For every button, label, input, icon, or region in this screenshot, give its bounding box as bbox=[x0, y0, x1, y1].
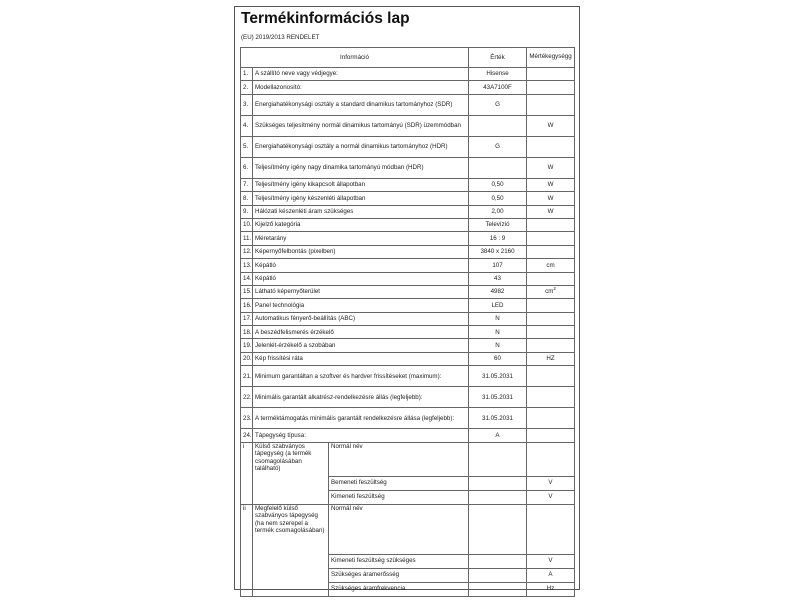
power-supply-number: i bbox=[241, 442, 253, 504]
power-supply-description: Megfelelő külső szabványos tápegység (ha nem szerepel a termék csomagolásában) bbox=[253, 504, 329, 596]
row-unit bbox=[527, 218, 575, 231]
table-row bbox=[241, 81, 575, 94]
product-info-sheet bbox=[234, 6, 580, 593]
row-label: Minimum garantáltan a szoftver és hardver frissítéseket (maximum): bbox=[253, 366, 469, 387]
row-unit bbox=[527, 285, 575, 298]
product-info-table-body bbox=[241, 48, 575, 597]
row-unit bbox=[527, 326, 575, 339]
power-supply-line-value bbox=[469, 568, 527, 582]
row-number: 8. bbox=[241, 192, 253, 205]
row-label: A beszédfelismerés érzékelő bbox=[253, 326, 469, 339]
row-unit-text: W bbox=[547, 122, 554, 130]
row-unit-superscript: 2 bbox=[553, 286, 556, 292]
row-unit-text: W bbox=[547, 181, 554, 189]
row-value: 2,00 bbox=[469, 205, 527, 218]
row-label: Látható képernyőterület bbox=[253, 285, 469, 298]
row-number: 20. bbox=[241, 352, 253, 365]
power-supply-line-unit: Hz bbox=[527, 582, 575, 596]
power-supply-line-value bbox=[469, 504, 527, 554]
power-supply-line-value bbox=[469, 582, 527, 596]
row-label: Képernyőfelbontás (pixelben) bbox=[253, 245, 469, 258]
row-value: N bbox=[469, 339, 527, 352]
row-number: 3. bbox=[241, 94, 253, 115]
table-row bbox=[241, 157, 575, 178]
row-value: Hisense bbox=[469, 68, 527, 81]
row-number: 18. bbox=[241, 326, 253, 339]
row-unit-text: W bbox=[547, 164, 554, 172]
row-value: 3840 x 2160 bbox=[469, 245, 527, 258]
table-row bbox=[241, 312, 575, 325]
table-row bbox=[241, 429, 575, 442]
row-label: Energiahatékonysági osztály a normál dinamikus tartományhoz (HDR) bbox=[253, 136, 469, 157]
row-unit bbox=[527, 387, 575, 408]
row-label: Automatikus fényerő-beállítás (ABC) bbox=[253, 312, 469, 325]
table-row bbox=[241, 192, 575, 205]
row-number: 9. bbox=[241, 205, 253, 218]
row-unit-text: cm bbox=[545, 288, 554, 296]
row-label: Hálózati készenléti áram szükséges bbox=[253, 205, 469, 218]
column-header-unit: Mértékegységg bbox=[527, 48, 575, 68]
row-number: 24. bbox=[241, 429, 253, 442]
row-label: Jelenlét-érzékelő a szobában bbox=[253, 339, 469, 352]
table-row bbox=[241, 205, 575, 218]
row-value: 43 bbox=[469, 272, 527, 285]
row-value: G bbox=[469, 94, 527, 115]
row-value: G bbox=[469, 136, 527, 157]
row-number: 16. bbox=[241, 299, 253, 312]
row-unit bbox=[527, 299, 575, 312]
power-supply-line-value bbox=[469, 442, 527, 476]
row-label: Kijelző kategória bbox=[253, 218, 469, 231]
power-supply-row bbox=[241, 504, 575, 554]
power-supply-description: Külső szabványos tápegység (a termék csomagolásában található) bbox=[253, 442, 329, 504]
table-header-row bbox=[241, 48, 575, 68]
row-value bbox=[469, 157, 527, 178]
row-unit bbox=[527, 245, 575, 258]
row-label: Modellazonosító: bbox=[253, 81, 469, 94]
row-unit bbox=[527, 232, 575, 245]
row-number: 14. bbox=[241, 272, 253, 285]
row-label: Teljesítmény igény kikapcsolt állapotban bbox=[253, 178, 469, 191]
row-unit bbox=[527, 115, 575, 136]
power-supply-line-value bbox=[469, 554, 527, 568]
row-unit bbox=[527, 205, 575, 218]
row-number: 2. bbox=[241, 81, 253, 94]
power-supply-line-value bbox=[469, 476, 527, 490]
row-unit-text: cm bbox=[546, 261, 555, 269]
row-unit bbox=[527, 178, 575, 191]
row-value: 31.05.2031 bbox=[469, 408, 527, 429]
table-row bbox=[241, 94, 575, 115]
row-label: Energiahatékonysági osztály a standard dinamikus tartományhoz (SDR) bbox=[253, 94, 469, 115]
row-value: 0,50 bbox=[469, 178, 527, 191]
row-unit bbox=[527, 366, 575, 387]
row-unit bbox=[527, 352, 575, 365]
product-info-table bbox=[240, 47, 575, 597]
row-number: 1. bbox=[241, 68, 253, 81]
power-supply-line-label: Bemeneti feszültség bbox=[329, 476, 469, 490]
row-unit-text: HZ bbox=[546, 355, 555, 363]
row-label: Tápegység típusa: bbox=[253, 429, 469, 442]
row-value: 4982 bbox=[469, 285, 527, 298]
row-unit bbox=[527, 429, 575, 442]
table-row bbox=[241, 178, 575, 191]
row-number: 12. bbox=[241, 245, 253, 258]
table-row bbox=[241, 259, 575, 272]
row-number: 11. bbox=[241, 232, 253, 245]
table-row bbox=[241, 232, 575, 245]
row-unit bbox=[527, 157, 575, 178]
regulation-subtitle: (EU) 2019/2013 RENDELET bbox=[241, 34, 320, 41]
row-unit bbox=[527, 272, 575, 285]
row-label: Képátló bbox=[253, 259, 469, 272]
power-supply-number: ii bbox=[241, 504, 253, 596]
row-number: 21. bbox=[241, 366, 253, 387]
row-label: Képátló bbox=[253, 272, 469, 285]
row-number: 23. bbox=[241, 408, 253, 429]
table-row bbox=[241, 408, 575, 429]
row-unit-text: W bbox=[547, 208, 554, 216]
column-header-info: Információ bbox=[241, 48, 469, 68]
power-supply-line-unit bbox=[527, 504, 575, 554]
power-supply-line-label: Szükséges áramfrekvencia bbox=[329, 582, 469, 596]
table-row bbox=[241, 115, 575, 136]
row-value: LED bbox=[469, 299, 527, 312]
row-unit bbox=[527, 68, 575, 81]
row-number: 17. bbox=[241, 312, 253, 325]
power-supply-line-unit: V bbox=[527, 476, 575, 490]
row-label: A terméktámogatás minimális garantált rendelkezésre állása (legfeljebb): bbox=[253, 408, 469, 429]
row-label: Minimális garantált alkatrész-rendelkezésre állás (legfeljebb): bbox=[253, 387, 469, 408]
table-row bbox=[241, 285, 575, 298]
table-row bbox=[241, 68, 575, 81]
row-value: N bbox=[469, 326, 527, 339]
table-row bbox=[241, 136, 575, 157]
row-number: 5. bbox=[241, 136, 253, 157]
row-unit bbox=[527, 312, 575, 325]
power-supply-line-unit bbox=[527, 442, 575, 476]
row-unit bbox=[527, 339, 575, 352]
row-number: 10. bbox=[241, 218, 253, 231]
row-label: Szükséges teljesítmény normál dinamikus tartományú (SDR) üzemmódban bbox=[253, 115, 469, 136]
table-row bbox=[241, 326, 575, 339]
table-row bbox=[241, 339, 575, 352]
row-number: 7. bbox=[241, 178, 253, 191]
row-unit bbox=[527, 408, 575, 429]
row-label: Panel technológia bbox=[253, 299, 469, 312]
table-row bbox=[241, 387, 575, 408]
row-label: Kép frissítési ráta bbox=[253, 352, 469, 365]
power-supply-line-unit: V bbox=[527, 490, 575, 504]
row-value bbox=[469, 115, 527, 136]
power-supply-line-unit: V bbox=[527, 554, 575, 568]
power-supply-line-label: Kimeneti feszültség szükséges bbox=[329, 554, 469, 568]
row-label: Teljesítmény igény készenléti állapotban bbox=[253, 192, 469, 205]
table-row bbox=[241, 245, 575, 258]
row-value: 31.05.2031 bbox=[469, 387, 527, 408]
row-value: 60 bbox=[469, 352, 527, 365]
row-label: A szállító neve vagy védjegye: bbox=[253, 68, 469, 81]
row-value: 43A7100F bbox=[469, 81, 527, 94]
row-value: 16 : 9 bbox=[469, 232, 527, 245]
row-number: 15. bbox=[241, 285, 253, 298]
row-number: 22. bbox=[241, 387, 253, 408]
row-value: A bbox=[469, 429, 527, 442]
row-unit bbox=[527, 136, 575, 157]
row-value: 0,50 bbox=[469, 192, 527, 205]
row-label: Méretarány bbox=[253, 232, 469, 245]
row-value: 31.05.2031 bbox=[469, 366, 527, 387]
row-unit bbox=[527, 192, 575, 205]
row-number: 19. bbox=[241, 339, 253, 352]
row-number: 4. bbox=[241, 115, 253, 136]
power-supply-line-unit: A bbox=[527, 568, 575, 582]
row-number: 13. bbox=[241, 259, 253, 272]
row-number: 6. bbox=[241, 157, 253, 178]
row-unit-text: W bbox=[547, 194, 554, 202]
table-row bbox=[241, 352, 575, 365]
table-row bbox=[241, 299, 575, 312]
row-value: N bbox=[469, 312, 527, 325]
row-value: Televízió bbox=[469, 218, 527, 231]
row-unit bbox=[527, 94, 575, 115]
power-supply-line-value bbox=[469, 490, 527, 504]
power-supply-row bbox=[241, 442, 575, 476]
page-title: Termékinformációs lap bbox=[241, 10, 410, 27]
row-unit bbox=[527, 259, 575, 272]
power-supply-line-label: Szükséges áramerősség bbox=[329, 568, 469, 582]
column-header-value: Érték bbox=[469, 48, 527, 68]
row-value: 107 bbox=[469, 259, 527, 272]
row-label: Teljesítmény igény nagy dinamika tartományú módban (HDR) bbox=[253, 157, 469, 178]
table-row bbox=[241, 218, 575, 231]
row-unit bbox=[527, 81, 575, 94]
power-supply-line-label: Normál név bbox=[329, 504, 469, 554]
power-supply-line-label: Kimeneti feszültség bbox=[329, 490, 469, 504]
table-row bbox=[241, 366, 575, 387]
power-supply-line-label: Normál név bbox=[329, 442, 469, 476]
table-row bbox=[241, 272, 575, 285]
